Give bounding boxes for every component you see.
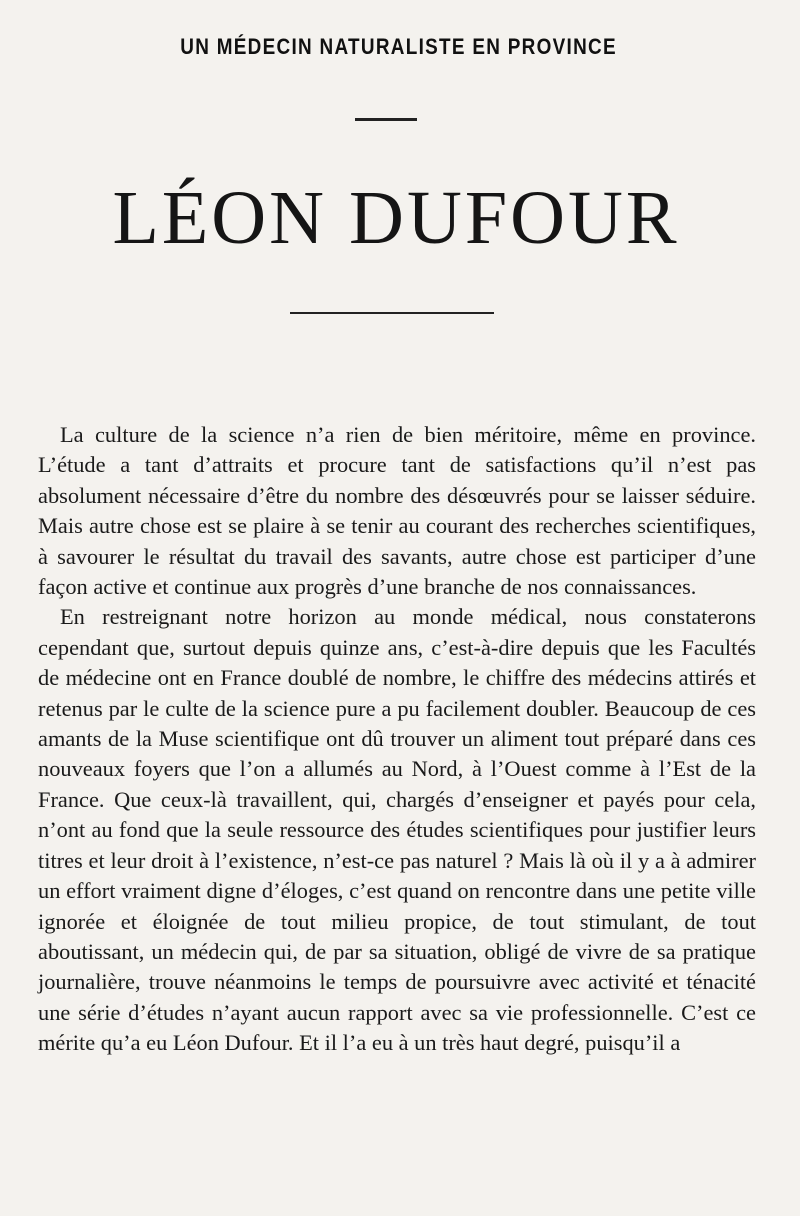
short-divider-rule <box>355 118 417 121</box>
chapter-title: LÉON DUFOUR <box>112 176 680 260</box>
paragraph-2: En restreignant notre horizon au monde médical, nous constaterons cependant que, surtout depuis quinze ans, c’est-à-dire depuis que les Facultés de médecine ont en France doublé de nombre, le chiffre des médecins attirés et retenus par le culte de la science pure a pu facilement doubler. Beaucoup de ces amants de la Muse scientifique ont dû trouver un aliment tout préparé dans ces nouveaux foyers que l’on a allumés au Nord, à l’Ouest comme à l’Est de la France. Que ceux-là travaillent, qui, chargés d’enseigner et payés pour cela, n’ont au fond que la seule ressource des études scientifiques pour justifier leurs titres et leur droit à l’existence, n’est-ce pas naturel ? Mais là où il y a à admirer un effort vraiment digne d’éloges, c’est quand on rencontre dans une petite ville ignorée et éloignée de tout milieu propice, de tout stimulant, de tout aboutissant, un médecin qui, de par sa situation, obligé de vivre de sa pratique journalière, trouve néanmoins le temps de poursuivre avec activité et ténacité une série d’études n’ayant aucun rapport avec sa vie professionnelle. C’est ce mérite qu’a eu Léon Dufour. Et il l’a eu à un très haut degré, puisqu’il a <box>38 604 756 1056</box>
body-text <box>38 420 756 1059</box>
paragraph-1: La culture de la science n’a rien de bien méritoire, même en province. L’étude a tant d’attraits et procure tant de satisfactions qu’il n’est pas absolument nécessaire d’être du nombre des désœuvrés pour se laisser séduire. Mais autre chose est se plaire à se tenir au courant des recherches scientifiques, à savourer le résultat du travail des savants, autre chose est participer d’une façon active et continue aux progrès d’une branche de nos connaissances. <box>38 422 756 600</box>
long-divider-rule <box>290 312 494 314</box>
running-head: UN MÉDECIN NATURALISTE EN PROVINCE <box>180 34 617 59</box>
